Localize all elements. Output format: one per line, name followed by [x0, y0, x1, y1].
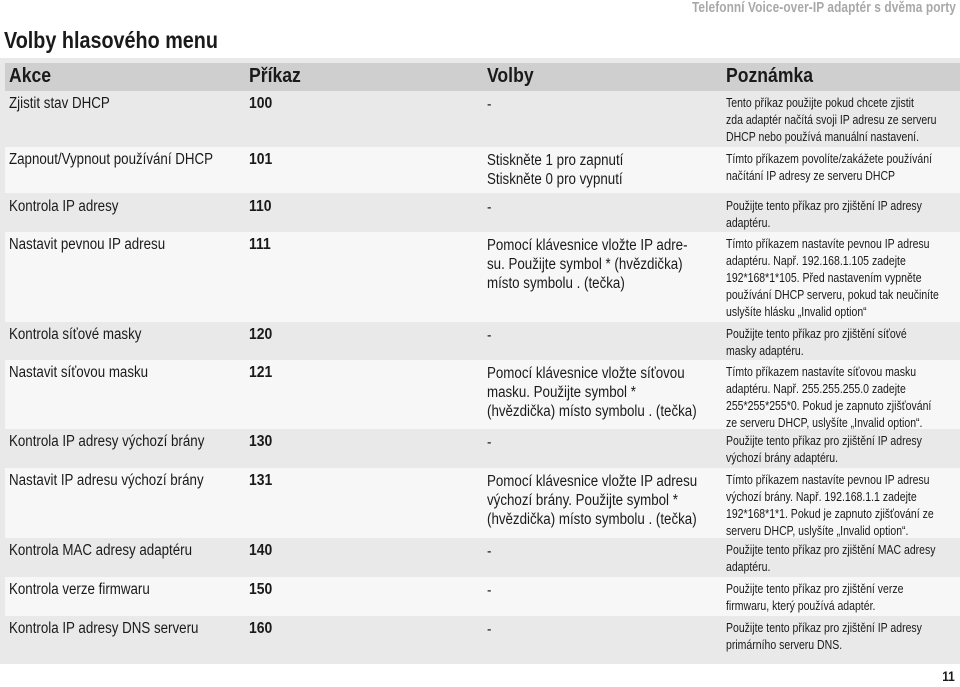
volby-line: výchozí brány. Použijte symbol * [487, 492, 678, 509]
table-row [5, 577, 960, 616]
cell-volby [487, 472, 697, 529]
cell-poznamka [726, 198, 922, 232]
poznamka-line: zda adaptér načítá svoji IP adresu ze serveru [726, 113, 937, 127]
volby-line: Pomocí klávesnice vložte IP adre- [487, 237, 688, 254]
cell-poznamka [726, 151, 932, 185]
poznamka-line: adaptéru. Např. 192.168.1.105 zadejte [726, 254, 906, 268]
cell-poznamka [726, 236, 939, 321]
cell-volby [487, 542, 491, 561]
cell-prikaz: 121 [249, 364, 273, 381]
cell-akce: Kontrola verze firmwaru [9, 581, 150, 598]
poznamka-line: Použijte tento příkaz pro zjištění verze [726, 582, 904, 596]
poznamka-line: Tento příkaz použijte pokud chcete zjistit [726, 96, 914, 110]
cell-prikaz: 111 [249, 236, 271, 253]
cell-prikaz: 100 [249, 95, 273, 112]
page-number: 11 [942, 668, 955, 684]
cell-poznamka [726, 542, 936, 576]
cell-poznamka [726, 620, 922, 654]
cell-akce: Kontrola síťové masky [9, 326, 142, 343]
volby-line: - [487, 96, 492, 113]
table-row [5, 147, 960, 193]
cell-volby [487, 198, 491, 217]
poznamka-line: Použijte tento příkaz pro zjištění MAC adresy [726, 543, 936, 557]
table-header [5, 63, 960, 91]
poznamka-line: výchozí brány adaptéru. [726, 451, 839, 465]
cell-prikaz: 160 [249, 620, 273, 637]
column-header-prikaz: Příkaz [249, 65, 301, 87]
table-row [5, 360, 960, 429]
cell-akce: Kontrola MAC adresy adaptéru [9, 542, 193, 559]
poznamka-line: 192*168*1*1. Pokud je zapnuto zjišťování ze [726, 507, 934, 521]
volby-line: - [487, 327, 492, 344]
poznamka-line: Použijte tento příkaz pro zjištění síťové [726, 327, 907, 341]
poznamka-line: ze serveru DHCP, uslyšíte „Invalid option“. [726, 416, 923, 430]
poznamka-line: DHCP nebo používá manuální nastavení. [726, 130, 920, 144]
poznamka-line: firmwaru, který používá adaptér. [726, 599, 876, 613]
poznamka-line: Použijte tento příkaz pro zjištění IP adresy [726, 199, 922, 213]
column-header-poznamka: Poznámka [726, 65, 814, 87]
poznamka-line: 192*168*1*105. Před nastavením vypněte [726, 271, 922, 285]
poznamka-line: adaptéru. [726, 560, 771, 574]
cell-volby [487, 236, 688, 293]
voice-menu-table [5, 63, 960, 662]
poznamka-line: 255*255*255*0. Pokud je zapnuto zjišťování [726, 399, 932, 413]
cell-poznamka [726, 581, 903, 615]
running-header: Telefonní Voice-over-IP adaptér s dvěma porty [691, 0, 956, 16]
cell-volby [487, 364, 697, 421]
cell-akce: Nastavit IP adresu výchozí brány [9, 472, 204, 489]
cell-poznamka [726, 326, 907, 360]
cell-prikaz: 131 [249, 472, 273, 489]
poznamka-line: Použijte tento příkaz pro zjištění IP adresy [726, 434, 922, 448]
volby-line: - [487, 543, 492, 560]
poznamka-line: Tímto příkazem nastavíte pevnou IP adresu [726, 473, 930, 487]
table-row [5, 538, 960, 577]
poznamka-line: používání DHCP serveru, pokud tak neučiníte [726, 288, 939, 302]
poznamka-line: primárního serveru DNS. [726, 638, 843, 652]
cell-volby [487, 433, 491, 452]
cell-prikaz: 150 [249, 581, 273, 598]
cell-volby [487, 151, 623, 189]
volby-line: místo symbolu . (tečka) [487, 275, 625, 292]
volby-line: - [487, 582, 492, 599]
volby-line: - [487, 199, 492, 216]
volby-line: Stiskněte 1 pro zapnutí [487, 152, 624, 169]
cell-poznamka [726, 433, 922, 467]
table-row [5, 429, 960, 468]
cell-prikaz: 101 [249, 151, 273, 168]
volby-line: su. Použijte symbol * (hvězdička) [487, 256, 683, 273]
table-row [5, 616, 960, 662]
cell-akce: Kontrola IP adresy [9, 198, 119, 215]
column-header-volby: Volby [487, 65, 534, 87]
poznamka-line: Tímto příkazem nastavíte síťovou masku [726, 365, 917, 379]
cell-prikaz: 120 [249, 326, 273, 343]
cell-poznamka [726, 364, 931, 432]
poznamka-line: uslyšíte hlásku „Invalid option“ [726, 305, 867, 319]
page-title: Volby hlasového menu [4, 27, 218, 53]
cell-akce: Nastavit pevnou IP adresu [9, 236, 166, 253]
volby-line: Pomocí klávesnice vložte síťovou [487, 365, 685, 382]
poznamka-line: serveru DHCP, uslyšíte „Invalid option“. [726, 524, 909, 538]
table-row [5, 468, 960, 538]
volby-line: (hvězdička) místo symbolu . (tečka) [487, 403, 697, 420]
poznamka-line: masky adaptéru. [726, 344, 804, 358]
cell-akce: Nastavit síťovou masku [9, 364, 149, 381]
poznamka-line: Použijte tento příkaz pro zjištění IP adresy [726, 621, 922, 635]
volby-line: Pomocí klávesnice vložte IP adresu [487, 473, 698, 490]
cell-prikaz: 140 [249, 542, 273, 559]
cell-poznamka [726, 472, 934, 540]
poznamka-line: adaptéru. [726, 216, 771, 230]
table-row [5, 232, 960, 322]
cell-prikaz: 130 [249, 433, 273, 450]
volby-line: (hvězdička) místo symbolu . (tečka) [487, 511, 697, 528]
poznamka-line: Tímto příkazem nastavíte pevnou IP adresu [726, 237, 930, 251]
cell-akce: Zapnout/Vypnout používání DHCP [9, 151, 214, 168]
volby-line: - [487, 434, 492, 451]
cell-akce: Kontrola IP adresy DNS serveru [9, 620, 199, 637]
cell-akce: Kontrola IP adresy výchozí brány [9, 433, 205, 450]
table-row [5, 194, 960, 232]
poznamka-line: výchozí brány. Např. 192.168.1.1 zadejte [726, 490, 917, 504]
cell-poznamka [726, 95, 937, 146]
volby-line: - [487, 621, 492, 638]
poznamka-line: adaptéru. Např. 255.255.255.0 zadejte [726, 382, 906, 396]
cell-akce: Zjistit stav DHCP [9, 95, 110, 112]
cell-volby [487, 581, 491, 600]
table-row [5, 91, 960, 144]
poznamka-line: načítání IP adresy ze serveru DHCP [726, 169, 896, 183]
cell-volby [487, 326, 491, 345]
poznamka-line: Tímto příkazem povolíte/zakážete používání [726, 152, 933, 166]
volby-line: Stiskněte 0 pro vypnutí [487, 171, 623, 188]
cell-volby [487, 95, 491, 114]
column-header-akce: Akce [9, 65, 52, 87]
cell-volby [487, 620, 491, 639]
table-row [5, 322, 960, 360]
cell-prikaz: 110 [249, 198, 272, 215]
volby-line: masku. Použijte symbol * [487, 384, 636, 401]
